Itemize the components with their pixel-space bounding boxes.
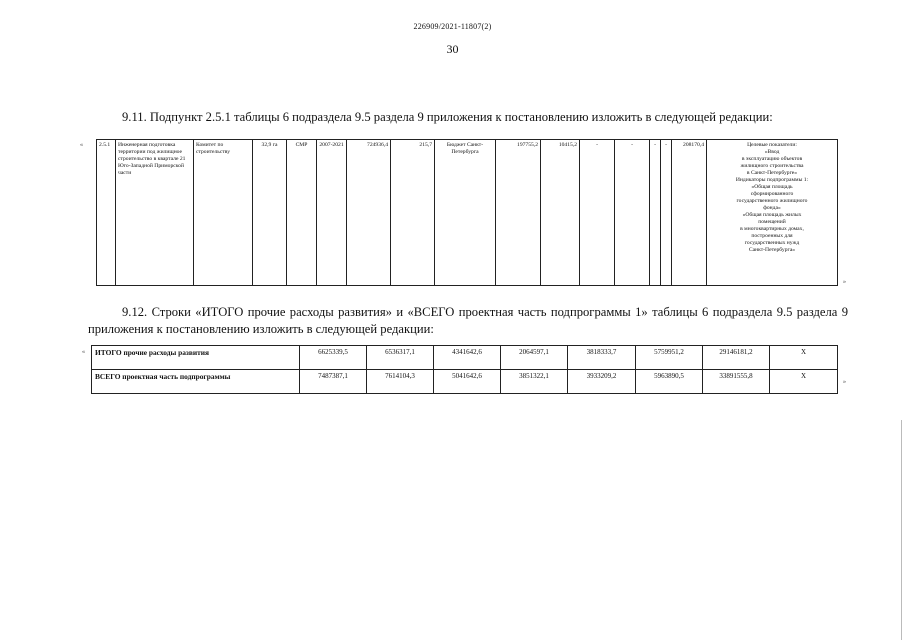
row-value: 6625339,5 (300, 346, 367, 370)
row-value: 6536317,1 (367, 346, 434, 370)
row-value: 5963890,5 (636, 370, 703, 394)
cell-indicators (707, 140, 838, 286)
row-value: 3933209,2 (568, 370, 636, 394)
cell-col-13: - (615, 140, 650, 286)
indicator-line: в Санкт-Петербурге» (746, 170, 798, 176)
paragraph-9-11: 9.11. Подпункт 2.5.1 таблицы 6 подраздела 9.5 раздела 9 приложения к постановлению изложить в следующей редакции: (122, 110, 773, 124)
cell-col-14: - (650, 140, 661, 286)
row-value: 4341642,6 (434, 346, 501, 370)
table-row (92, 370, 838, 394)
indicator-line: в эксплуатацию объектов (741, 156, 803, 162)
indicator-line: сформированного (750, 191, 794, 197)
cell-period: 2007-2021 (317, 140, 347, 286)
scan-edge-line (901, 420, 902, 640)
document-code: 226909/2021-11807(2) (413, 22, 492, 31)
indicator-line: помещений (758, 219, 786, 225)
row-value: 5759951,2 (636, 346, 703, 370)
indicator-line: Индикаторы подпрограммы 1: (735, 177, 809, 183)
row-value: 3818333,7 (568, 346, 636, 370)
cell-customer: Комитет по строительству (194, 140, 253, 286)
cell-capacity: 32,9 га (253, 140, 287, 286)
page-number: 30 (446, 42, 459, 56)
table-2-open-quote: « (82, 349, 85, 355)
cell-work-type: СМР (287, 140, 317, 286)
row-value: 7487387,1 (300, 370, 367, 394)
indicator-line: в многоквартирных домах, (740, 226, 804, 232)
table-1-close-quote: » (843, 279, 846, 285)
row-label: ИТОГО прочие расходы развития (92, 346, 300, 370)
table-1-open-quote: « (80, 142, 83, 148)
row-value: 33891555,8 (703, 370, 770, 394)
indicator-line: построенных для (751, 233, 793, 239)
amendment-table-row-2-5-1 (96, 139, 838, 286)
indicator-line: государственных нужд (744, 240, 800, 246)
table-row (92, 346, 838, 370)
cell-funding-source: Бюджет Санкт-Петербурга (435, 140, 496, 286)
indicator-line: Целевые показатели: (747, 142, 797, 148)
cell-object: Инженерная подготовка территории под жилищное строительство в квартале 21 Юго-Западной Приморской части (116, 140, 194, 286)
row-value: Х (770, 370, 838, 394)
table-2-close-quote: » (843, 379, 846, 385)
indicator-line: «Общая площадь жилых (742, 212, 802, 218)
row-value: 5041642,6 (434, 370, 501, 394)
paragraph-9-12: 9.12. Строки «ИТОГО прочие расходы развития» и «ВСЕГО проектная часть подпрограммы 1» таблицы 6 подраздела 9.5 раздела 9 приложения к постановлению изложить в следующей редакции: (88, 305, 848, 336)
cell-col-12: - (580, 140, 615, 286)
row-label: ВСЕГО проектная часть подпрограммы (92, 370, 300, 394)
indicator-line: «Ввод (764, 149, 780, 155)
cell-col-16: 208170,4 (672, 140, 707, 286)
row-value: 3851322,1 (501, 370, 568, 394)
indicator-line: жилищного строительства (740, 163, 804, 169)
cell-col-11: 10415,2 (541, 140, 580, 286)
row-value: 7614104,3 (367, 370, 434, 394)
cell-col-15: - (661, 140, 672, 286)
cell-number: 2.5.1 (97, 140, 116, 286)
indicator-line: Санкт-Петербурга» (748, 247, 796, 253)
row-value: 2064597,1 (501, 346, 568, 370)
row-value: Х (770, 346, 838, 370)
indicator-line: государственного жилищного (736, 198, 808, 204)
amendment-table-totals (91, 345, 838, 394)
cell-col-10: 197755,2 (496, 140, 541, 286)
cell-total-cost: 724936,4 (347, 140, 391, 286)
cell-col-8: 215,7 (391, 140, 435, 286)
row-value: 29146181,2 (703, 346, 770, 370)
indicator-line: «Общая площадь (751, 184, 793, 190)
indicator-line: фонда» (763, 205, 781, 211)
